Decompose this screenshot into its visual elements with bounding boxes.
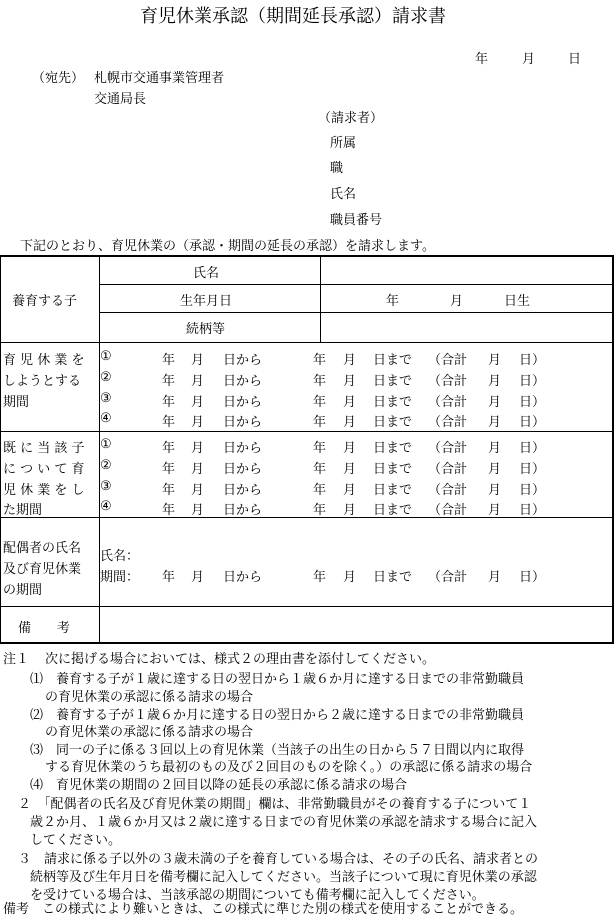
past-header-2: に つ い て 育 xyxy=(3,462,85,477)
to-month: 月 xyxy=(343,353,357,368)
remarks-label: 備 考 xyxy=(18,621,71,636)
past-row xyxy=(100,458,614,478)
total-month: 月 xyxy=(488,441,502,456)
total-label: （合計 xyxy=(428,462,468,477)
from-day: 日から xyxy=(223,441,263,456)
child-row-line-1 xyxy=(99,284,613,285)
note-1-label: 注１ xyxy=(3,652,30,667)
total-day: 日） xyxy=(519,374,546,389)
to-year: 年 xyxy=(313,462,327,477)
footer-note: 備考 この様式により難いときは、この様式に準じた別の様式を使用することができる。 xyxy=(3,902,524,917)
to-month: 月 xyxy=(343,374,357,389)
row-num: ④ xyxy=(100,411,112,426)
section-line-1 xyxy=(0,342,614,343)
from-month: 月 xyxy=(191,441,205,456)
to-year: 年 xyxy=(313,395,327,410)
total-month: 月 xyxy=(488,483,502,498)
to-day: 日まで xyxy=(373,503,413,518)
total-month: 月 xyxy=(488,570,502,585)
from-year: 年 xyxy=(162,570,176,585)
planned-header-1: 育 児 休 業 を xyxy=(3,353,85,368)
spouse-header-2: 及び育児休業 xyxy=(3,562,82,577)
to-day: 日まで xyxy=(373,415,413,430)
addressee-line1: 札幌市交通事業管理者 xyxy=(94,71,225,86)
total-day: 日） xyxy=(519,353,546,368)
from-year: 年 xyxy=(162,441,176,456)
note-1-4: ⑷ 育児休業の期間の２回目以降の延長の承認に係る請求の場合 xyxy=(30,778,408,793)
from-month: 月 xyxy=(191,503,205,518)
row-num: ① xyxy=(100,349,112,364)
requester-position: 職 xyxy=(330,161,344,176)
total-day: 日） xyxy=(519,441,546,456)
past-header-1: 既 に 当 該 子 xyxy=(3,441,85,456)
total-label: （合計 xyxy=(428,374,468,389)
past-row xyxy=(100,499,614,519)
total-month: 月 xyxy=(488,374,502,389)
note-3c: を受けている場合は、当該承認の期間についても備考欄に記入してください。 xyxy=(30,888,485,903)
birth-month: 月 xyxy=(450,294,464,309)
total-day: 日） xyxy=(519,570,546,585)
total-label: （合計 xyxy=(428,570,468,585)
to-month: 月 xyxy=(343,395,357,410)
note-1-3b: する育児休業のうち最初のもの及び２回目のものを除く。）の承認に係る請求の場合 xyxy=(45,760,533,775)
spouse-period-row xyxy=(100,566,614,586)
row-num: ② xyxy=(100,458,112,473)
child-row-line-2 xyxy=(99,312,613,313)
to-month: 月 xyxy=(343,570,357,585)
from-year: 年 xyxy=(162,415,176,430)
child-value-divider xyxy=(320,255,321,342)
form-title: 育児休業承認（期間延長承認）請求書 xyxy=(140,6,446,27)
note-1-2b: の育児休業の承認に係る請求の場合 xyxy=(45,725,254,740)
to-day: 日まで xyxy=(373,483,413,498)
to-day: 日まで xyxy=(373,374,413,389)
from-day: 日から xyxy=(223,483,263,498)
from-month: 月 xyxy=(191,483,205,498)
requester-affiliation: 所属 xyxy=(330,136,357,151)
date-month: 月 xyxy=(522,52,536,67)
spouse-name-label: 氏名： xyxy=(100,549,140,564)
addressee-line2: 交通局長 xyxy=(94,92,147,107)
note-2b: 歳２か月、１歳６か月又は２歳に達する日までの育児休業の承認を請求する場合に記入 xyxy=(30,815,538,830)
to-month: 月 xyxy=(343,441,357,456)
to-year: 年 xyxy=(313,374,327,389)
row-num: ④ xyxy=(100,499,112,514)
birth-day: 日生 xyxy=(504,294,531,309)
note-2c: してください。 xyxy=(30,833,122,848)
from-month: 月 xyxy=(191,415,205,430)
to-year: 年 xyxy=(313,353,327,368)
from-day: 日から xyxy=(223,503,263,518)
total-month: 月 xyxy=(488,462,502,477)
from-day: 日から xyxy=(223,462,263,477)
child-name-label: 氏名 xyxy=(193,266,220,281)
note-3a: ３ 請求に係る子以外の３歳未満の子を養育している場合は、その子の氏名、請求者との xyxy=(18,852,539,867)
from-year: 年 xyxy=(162,374,176,389)
total-month: 月 xyxy=(488,395,502,410)
note-1-1a: ⑴ 養育する子が１歳に達する日の翌日から１歳６か月に達する日までの非常勤職員 xyxy=(30,672,525,687)
spouse-header-1: 配偶者の氏名 xyxy=(3,541,82,556)
table-bottom-border xyxy=(0,642,614,644)
note-1-2a: ⑵ 養育する子が１歳６か月に達する日の翌日から２歳に達する日までの非常勤職員 xyxy=(30,708,525,723)
planned-header-2: しようとする xyxy=(3,374,82,389)
row-num: ③ xyxy=(100,479,112,494)
row-num: ③ xyxy=(100,391,112,406)
from-day: 日から xyxy=(223,395,263,410)
note-1-text: 次に掲げる場合においては、様式２の理由書を添付してください。 xyxy=(45,652,436,667)
past-row xyxy=(100,437,614,457)
to-year: 年 xyxy=(313,441,327,456)
total-label: （合計 xyxy=(428,483,468,498)
total-month: 月 xyxy=(488,503,502,518)
planned-row xyxy=(100,349,614,369)
requester-name: 氏名 xyxy=(330,187,357,202)
from-day: 日から xyxy=(223,374,263,389)
section-line-4 xyxy=(0,606,614,607)
planned-row xyxy=(100,391,614,411)
date-year: 年 xyxy=(475,52,489,67)
to-day: 日まで xyxy=(373,462,413,477)
from-day: 日から xyxy=(223,570,263,585)
from-month: 月 xyxy=(191,462,205,477)
note-3b: 続柄等及び生年月日を備考欄に記入してください。当該子について現に育児休業の承認 xyxy=(30,870,537,885)
to-day: 日まで xyxy=(373,395,413,410)
total-label: （合計 xyxy=(428,441,468,456)
from-year: 年 xyxy=(162,462,176,477)
row-num: ① xyxy=(100,437,112,452)
planned-row xyxy=(100,411,614,431)
requester-label: （請求者） xyxy=(318,111,384,126)
total-day: 日） xyxy=(519,415,546,430)
to-year: 年 xyxy=(313,415,327,430)
from-month: 月 xyxy=(191,353,205,368)
total-month: 月 xyxy=(488,353,502,368)
total-day: 日） xyxy=(519,395,546,410)
from-month: 月 xyxy=(191,395,205,410)
total-month: 月 xyxy=(488,415,502,430)
to-month: 月 xyxy=(343,415,357,430)
to-month: 月 xyxy=(343,462,357,477)
past-header-3: 児 休 業 を し xyxy=(3,483,85,498)
past-row xyxy=(100,479,614,499)
to-year: 年 xyxy=(313,483,327,498)
to-month: 月 xyxy=(343,503,357,518)
note-1-1b: の育児休業の承認に係る請求の場合 xyxy=(45,690,254,705)
from-year: 年 xyxy=(162,395,176,410)
total-label: （合計 xyxy=(428,415,468,430)
to-year: 年 xyxy=(313,503,327,518)
planned-row xyxy=(100,370,614,390)
addressee-label: （宛先） xyxy=(32,71,85,86)
note-2a: ２ 「配偶者の氏名及び育児休業の期間」欄は、非常勤職員がその養育する子について１ xyxy=(18,797,532,812)
date-day: 日 xyxy=(568,52,582,67)
from-year: 年 xyxy=(162,483,176,498)
table-top-border xyxy=(0,255,614,257)
section-line-2 xyxy=(0,431,614,432)
from-month: 月 xyxy=(191,374,205,389)
from-year: 年 xyxy=(162,353,176,368)
to-year: 年 xyxy=(313,570,327,585)
to-month: 月 xyxy=(343,483,357,498)
requester-employee-no: 職員番号 xyxy=(330,213,383,228)
to-day: 日まで xyxy=(373,570,413,585)
total-day: 日） xyxy=(519,462,546,477)
child-header: 養育する子 xyxy=(12,294,78,309)
total-day: 日） xyxy=(519,503,546,518)
to-day: 日まで xyxy=(373,441,413,456)
total-label: （合計 xyxy=(428,503,468,518)
from-year: 年 xyxy=(162,503,176,518)
total-label: （合計 xyxy=(428,353,468,368)
total-day: 日） xyxy=(519,483,546,498)
child-relation-label: 続柄等 xyxy=(186,322,226,337)
from-day: 日から xyxy=(223,415,263,430)
spouse-header-3: の期間 xyxy=(3,583,43,598)
to-day: 日まで xyxy=(373,353,413,368)
child-birth-label: 生年月日 xyxy=(180,294,233,309)
past-header-4: た期間 xyxy=(3,503,43,518)
from-day: 日から xyxy=(223,353,263,368)
row-num: ② xyxy=(100,370,112,385)
table-left-border xyxy=(0,255,1,644)
birth-year: 年 xyxy=(386,294,400,309)
from-month: 月 xyxy=(191,570,205,585)
intro-text: 下記のとおり、育児休業の（承認・期間の延長の承認）を請求します。 xyxy=(20,239,435,254)
period-label: 期間： xyxy=(100,570,140,585)
total-label: （合計 xyxy=(428,395,468,410)
planned-header-3: 期間 xyxy=(3,395,30,410)
note-1-3a: ⑶ 同一の子に係る３回以上の育児休業（当該子の出生の日から５７日間以内に取得 xyxy=(30,743,525,758)
